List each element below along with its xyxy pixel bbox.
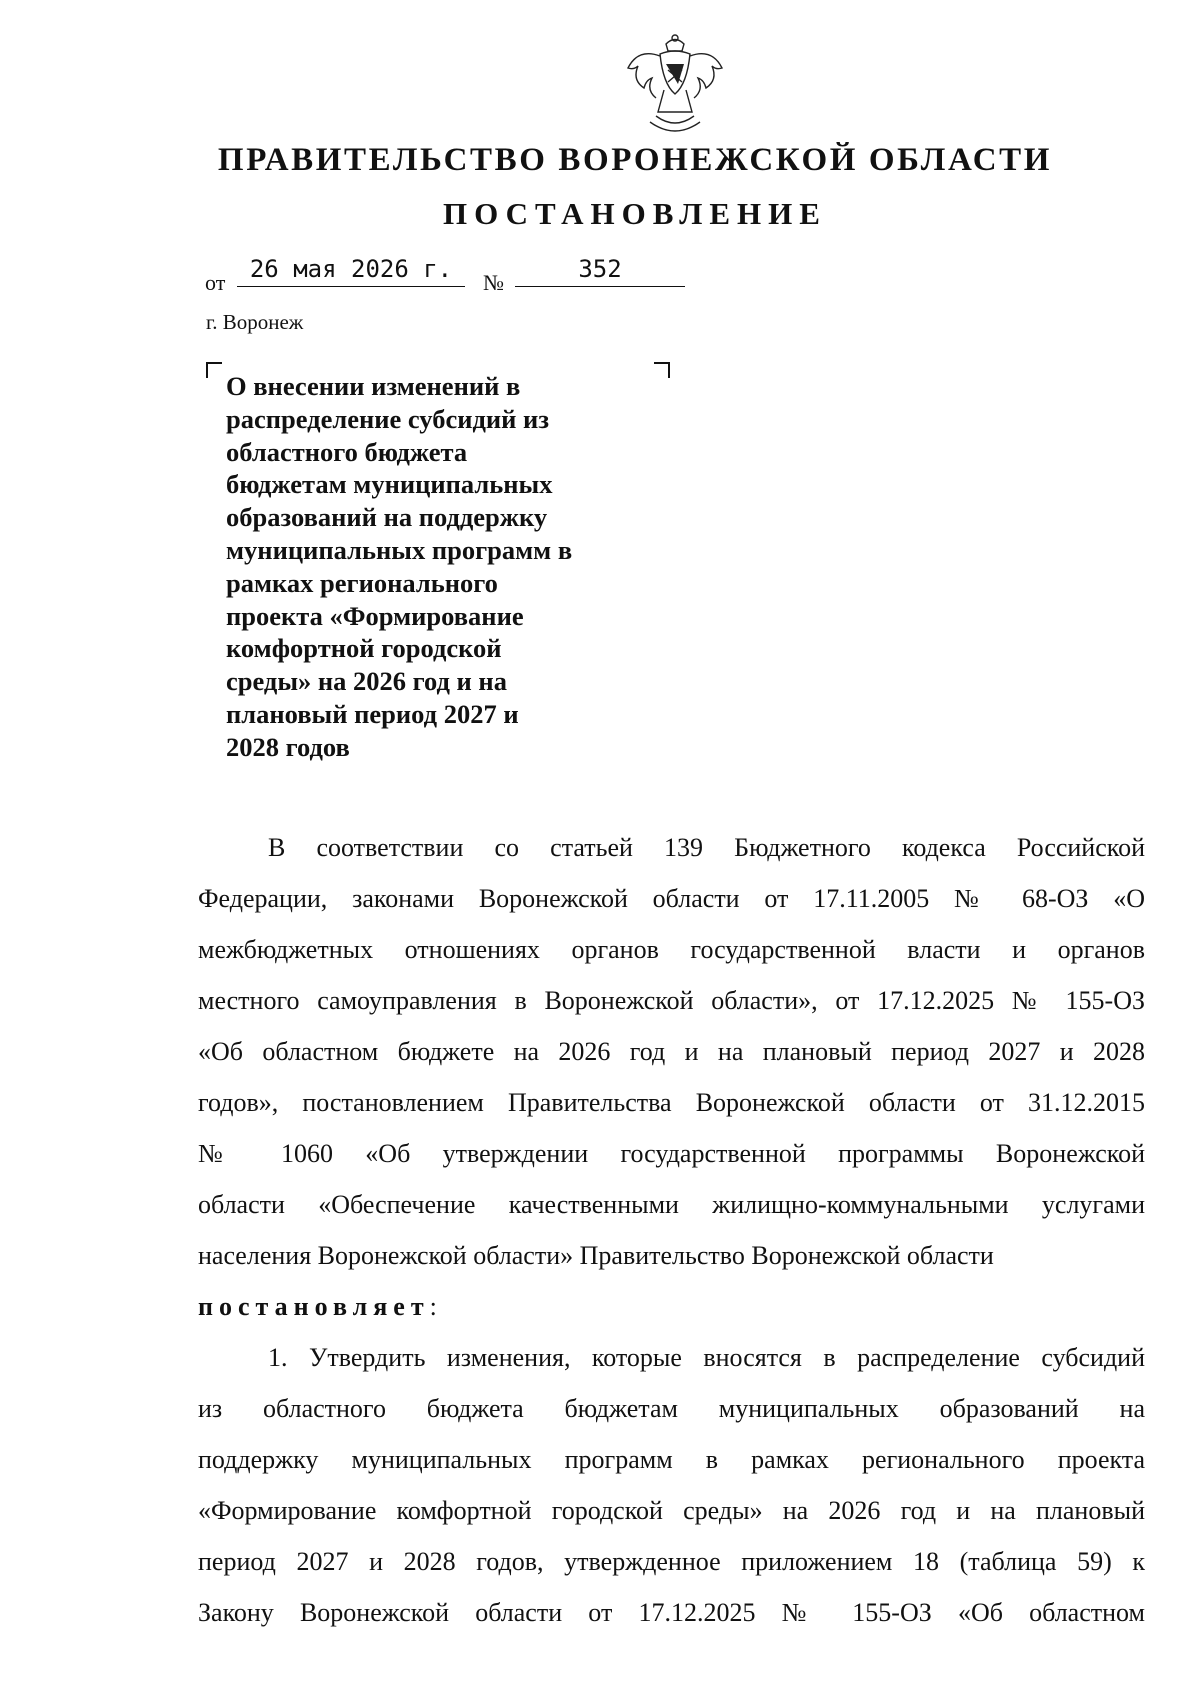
item-line: «Формирование комфортной городской среды» на 2026 год и на плановый <box>198 1496 1145 1525</box>
coat-of-arms-emblem <box>620 30 730 140</box>
title-line: 2028 годов <box>226 731 350 762</box>
title-corner-mark-right <box>654 362 670 378</box>
title-line: комфортной городской <box>226 633 502 664</box>
title-line: образований на поддержку <box>226 502 548 533</box>
preamble-line: населения Воронежской области» Правительство Воронежской области <box>198 1241 994 1270</box>
preamble-line: «Об областном бюджете на 2026 год и на плановый период 2027 и 2028 <box>198 1037 1145 1066</box>
title-line: бюджетам муниципальных <box>226 469 553 500</box>
number-value: 352 <box>515 256 685 287</box>
preamble-line: области «Обеспечение качественными жилищно-коммунальными услугами <box>198 1190 1145 1219</box>
document-body <box>198 822 1145 1638</box>
decree-line <box>198 1281 1145 1332</box>
title-line: среды» на 2026 год и на <box>226 666 507 697</box>
preamble-line: годов», постановлением Правительства Воронежской области от 31.12.2015 <box>198 1088 1145 1117</box>
preamble-line: Федерации, законами Воронежской области от 17.11.2005 № 68-ОЗ «О <box>198 884 1145 913</box>
title-line: О внесении изменений в <box>226 371 521 401</box>
title-corner-mark-left <box>206 362 222 378</box>
organization-heading: ПРАВИТЕЛЬСТВО ВОРОНЕЖСКОЙ ОБЛАСТИ <box>217 142 1053 178</box>
title-line: областного бюджета <box>226 436 468 467</box>
date-label: от <box>205 270 226 295</box>
item-line: период 2027 и 2028 годов, утвержденное приложением 18 (таблица 59) к <box>198 1547 1145 1576</box>
preamble-line: местного самоуправления в Воронежской области», от 17.12.2025 № 155-ОЗ <box>198 986 1145 1015</box>
title-line: муниципальных программ в <box>226 534 573 565</box>
document-title <box>226 370 646 764</box>
document-type-heading: ПОСТАНОВЛЕНИЕ <box>443 196 827 231</box>
title-line: рамках регионального <box>226 567 498 598</box>
number-label: № <box>483 270 504 295</box>
city-line: г. Воронеж <box>206 310 304 334</box>
preamble-line: № 1060 «Об утверждении государственной программы Воронежской <box>198 1139 1145 1168</box>
item-line: из областного бюджета бюджетам муниципальных образований на <box>198 1394 1145 1423</box>
title-line: плановый период 2027 и <box>226 698 519 729</box>
title-line: проекта «Формирование <box>226 600 524 631</box>
preamble-line: межбюджетных отношениях органов государственной власти и органов <box>198 935 1145 964</box>
item-line: поддержку муниципальных программ в рамках регионального проекта <box>198 1445 1145 1474</box>
item-line: Закону Воронежской области от 17.12.2025 № 155-ОЗ «Об областном <box>198 1598 1145 1627</box>
decree-word: постановляет <box>198 1292 430 1321</box>
date-value: 26 мая 2026 г. <box>237 256 465 287</box>
preamble-line: В соответствии со статьей 139 Бюджетного кодекса Российской <box>268 833 1145 862</box>
item-line: 1. Утвердить изменения, которые вносятся в распределение субсидий <box>268 1343 1145 1372</box>
title-line: распределение субсидий из <box>226 403 549 434</box>
date-number-line <box>205 256 685 296</box>
decree-colon: : <box>429 1292 437 1321</box>
